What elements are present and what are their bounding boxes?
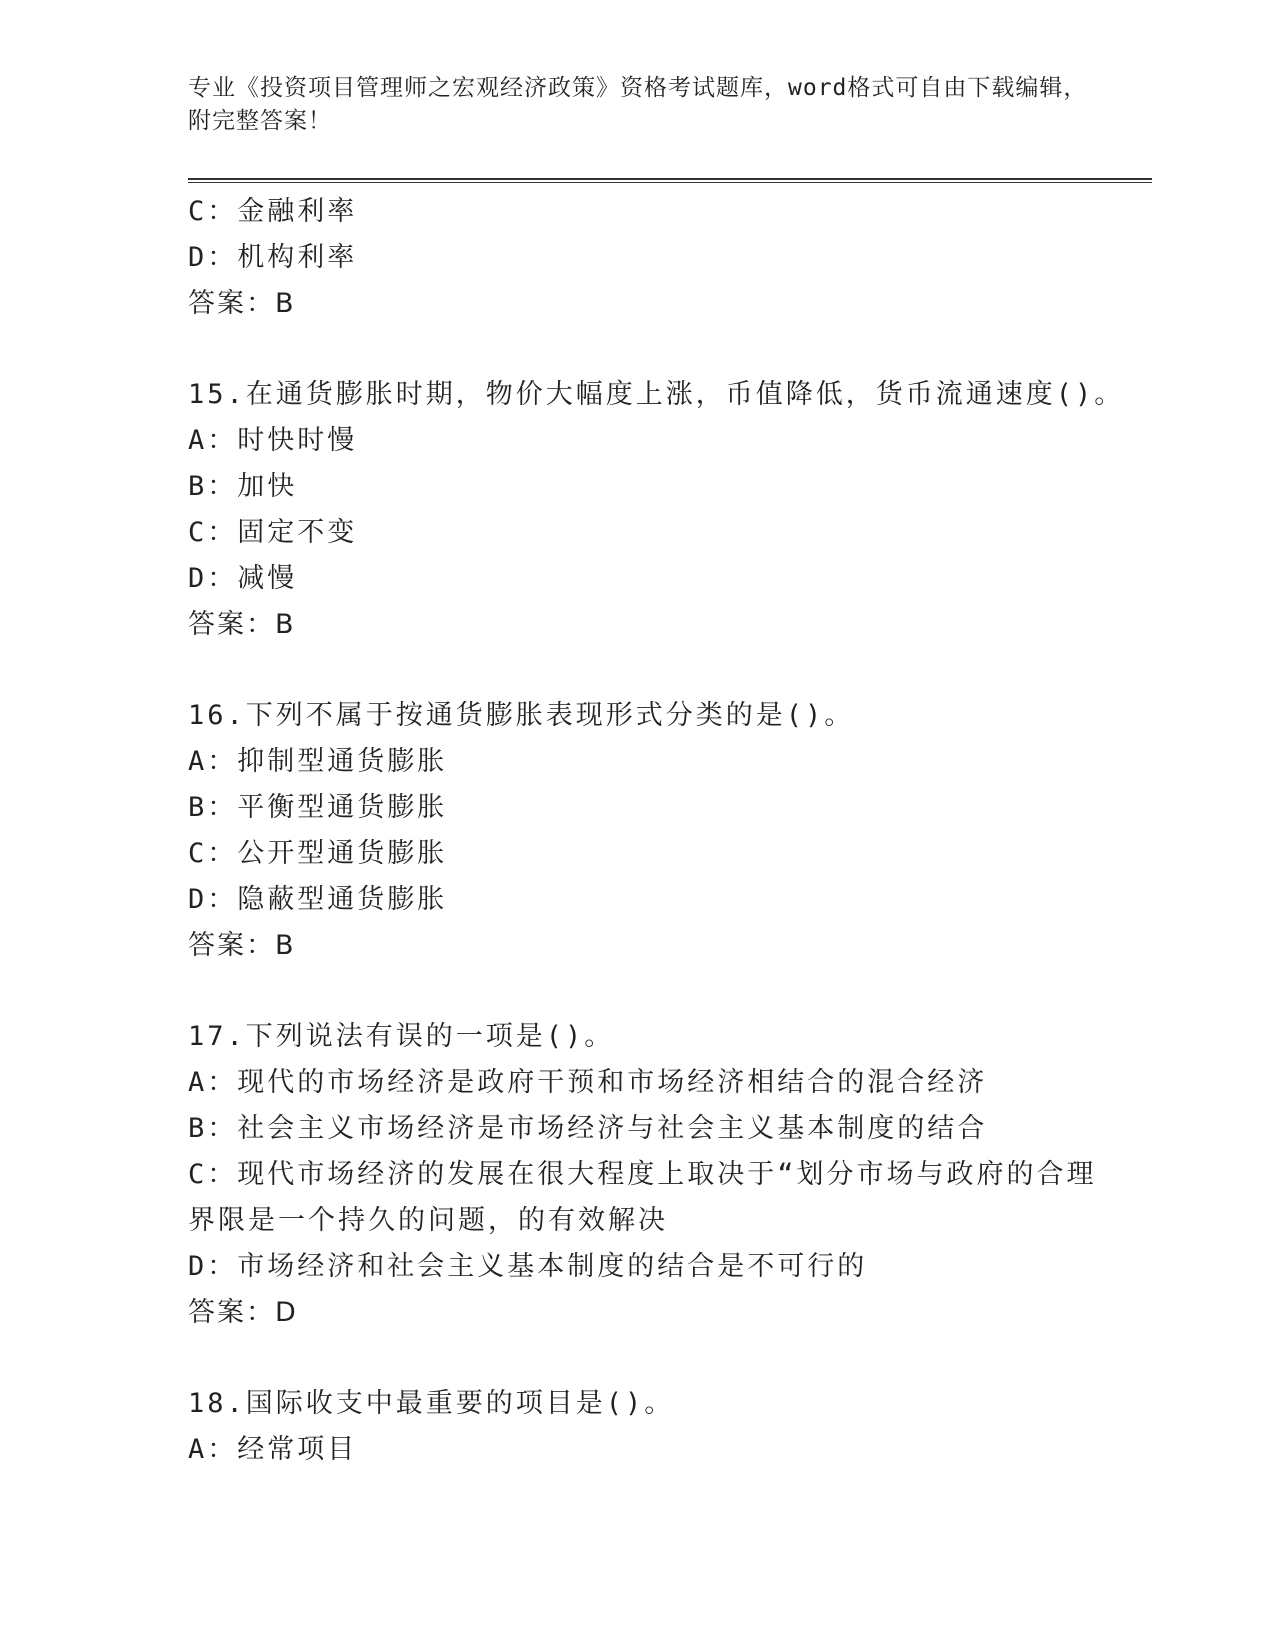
option-d: D：减慢 (188, 563, 298, 594)
question-17 (188, 1014, 1097, 1336)
question-stem: 16.下列不属于按通货膨胀表现形式分类的是()。 (188, 700, 855, 731)
header-rule-thick (188, 178, 1152, 180)
option-d: D：机构利率 (188, 242, 358, 273)
option-c: C：金融利率 (188, 196, 358, 227)
option-c: C：固定不变 (188, 517, 358, 548)
spacer (188, 648, 1088, 693)
option-b: B：社会主义市场经济是市场经济与社会主义基本制度的结合 (188, 1113, 988, 1144)
question-16 (188, 693, 1088, 969)
option-b: B：平衡型通货膨胀 (188, 792, 448, 823)
option-d: D：隐蔽型通货膨胀 (188, 884, 448, 915)
option-a: A：时快时慢 (188, 425, 358, 456)
question-stem: 17.下列说法有误的一项是()。 (188, 1021, 615, 1052)
spacer (188, 327, 1088, 372)
option-b: B：加快 (188, 471, 298, 502)
answer-line: 答案：B (188, 288, 296, 319)
question-15 (188, 372, 1125, 648)
option-d: D：市场经济和社会主义基本制度的结合是不可行的 (188, 1251, 868, 1282)
question-14-tail (188, 189, 1088, 327)
answer-line: 答案：D (188, 1297, 298, 1328)
option-c: C：现代市场经济的发展在很大程度上取决于“划分市场与政府的合理 (188, 1159, 1097, 1190)
spacer (188, 969, 1088, 1014)
answer-line: 答案：B (188, 609, 296, 640)
document-header: 专业《投资项目管理师之宏观经济政策》资格考试题库，word格式可自由下载编辑，附完整答案！ (188, 75, 1088, 134)
header-rule-thin (188, 182, 1152, 183)
option-c: C：公开型通货膨胀 (188, 838, 448, 869)
question-18 (188, 1381, 1088, 1473)
option-a: A：经常项目 (188, 1434, 358, 1465)
answer-line: 答案：B (188, 930, 296, 961)
option-a: A：抑制型通货膨胀 (188, 746, 448, 777)
spacer (188, 1336, 1088, 1381)
question-list (188, 189, 1125, 1473)
question-stem: 18.国际收支中最重要的项目是()。 (188, 1388, 675, 1419)
option-a: A：现代的市场经济是政府干预和市场经济相结合的混合经济 (188, 1067, 988, 1098)
option-c-continued: 界限是一个持久的问题，的有效解决 (188, 1205, 668, 1236)
question-stem: 15.在通货膨胀时期，物价大幅度上涨，币值降低，货币流通速度()。 (188, 379, 1125, 410)
